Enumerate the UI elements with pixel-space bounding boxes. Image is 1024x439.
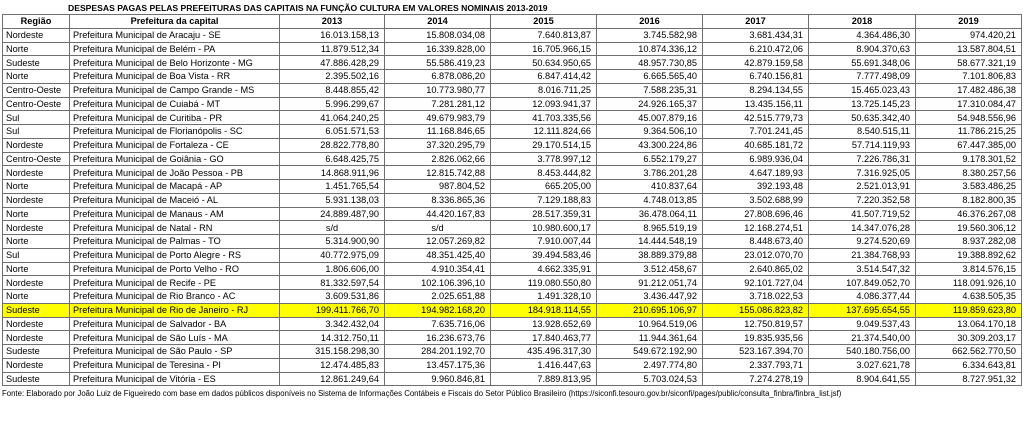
cell-value-2017: 6.989.936,04 xyxy=(703,152,809,166)
cell-value-2019: 11.786.215,25 xyxy=(916,125,1022,139)
table-row xyxy=(3,290,1022,304)
cell-value-2018: 4.086.377,44 xyxy=(809,290,916,304)
cell-value-2018: 107.849.052,70 xyxy=(809,276,916,290)
cell-value-2015: 7.910.007,44 xyxy=(491,235,597,249)
cell-value-2014: 987.804,52 xyxy=(385,180,491,194)
cell-value-2017: 3.718.022,53 xyxy=(703,290,809,304)
cell-value-2014: 6.878.086,20 xyxy=(385,70,491,84)
cell-value-2014: 49.679.983,79 xyxy=(385,111,491,125)
table-body xyxy=(3,28,1022,386)
cell-value-2016: 4.748.013,85 xyxy=(597,193,703,207)
cell-value-2018: 9.049.537,43 xyxy=(809,317,916,331)
cell-value-2014: 48.351.425,40 xyxy=(385,248,491,262)
cell-value-2013: 41.064.240,25 xyxy=(280,111,385,125)
table-row xyxy=(3,180,1022,194)
source-note: Fonte: Elaborado por João Luiz de Figueiredo com base em dados públicos disponíveis no Sistema de Informações Contábeis e Fiscais do Setor Público Brasileiro (https://siconfi.tesouro.gov.br/siconfi/pages/public/consulta_finbra/finbra_list.jsf) xyxy=(2,389,842,399)
cell-value-2018: 4.364.486,30 xyxy=(809,28,916,42)
cell-value-2014: 16.339.828,00 xyxy=(385,42,491,56)
header-2017: 2017 xyxy=(703,15,809,29)
cell-value-2013: 2.395.502,16 xyxy=(280,70,385,84)
cell-value-2013: 5.996.299,67 xyxy=(280,97,385,111)
cell-value-2016: 410.837,64 xyxy=(597,180,703,194)
cell-value-2016: 8.965.519,19 xyxy=(597,221,703,235)
table-title-row xyxy=(2,2,1021,14)
cell-regiao: Norte xyxy=(3,262,70,276)
cell-value-2015: 6.847.414,42 xyxy=(491,70,597,84)
cell-value-2015: 8.453.444,82 xyxy=(491,166,597,180)
table-row xyxy=(3,56,1022,70)
header-2016: 2016 xyxy=(597,15,703,29)
cell-value-2019: 6.334.643,81 xyxy=(916,358,1022,372)
table-row xyxy=(3,97,1022,111)
cell-value-2013: 12.474.485,83 xyxy=(280,358,385,372)
cell-value-2015: 1.416.447,63 xyxy=(491,358,597,372)
cell-value-2016: 3.786.201,28 xyxy=(597,166,703,180)
cell-value-2019: 3.583.486,25 xyxy=(916,180,1022,194)
cell-value-2014: 37.320.295,79 xyxy=(385,138,491,152)
cell-value-2015: 7.129.188,83 xyxy=(491,193,597,207)
cell-prefeitura: Prefeitura Municipal de João Pessoa - PB xyxy=(70,166,280,180)
cell-regiao: Nordeste xyxy=(3,358,70,372)
cell-value-2019: 974.420,21 xyxy=(916,28,1022,42)
cell-value-2013: 11.879.512,34 xyxy=(280,42,385,56)
cell-regiao: Nordeste xyxy=(3,28,70,42)
cell-value-2019: 8.182.800,35 xyxy=(916,193,1022,207)
cell-prefeitura: Prefeitura Municipal de Goiânia - GO xyxy=(70,152,280,166)
table-row xyxy=(3,221,1022,235)
table-row xyxy=(3,111,1022,125)
table-row xyxy=(3,166,1022,180)
cell-prefeitura: Prefeitura Municipal de Cuiabá - MT xyxy=(70,97,280,111)
table-row xyxy=(3,83,1022,97)
cell-value-2019: 58.677.321,19 xyxy=(916,56,1022,70)
cell-regiao: Norte xyxy=(3,180,70,194)
cell-value-2013: 199.411.766,70 xyxy=(280,303,385,317)
cell-value-2017: 12.168.274,51 xyxy=(703,221,809,235)
cell-value-2018: 8.904.641,55 xyxy=(809,372,916,386)
cell-value-2015: 39.494.583,46 xyxy=(491,248,597,262)
cell-value-2018: 55.691.348,06 xyxy=(809,56,916,70)
cell-value-2019: 67.447.385,00 xyxy=(916,138,1022,152)
cell-prefeitura: Prefeitura Municipal de Aracaju - SE xyxy=(70,28,280,42)
cell-value-2017: 155.086.823,82 xyxy=(703,303,809,317)
table-row xyxy=(3,235,1022,249)
cell-value-2016: 210.695.106,97 xyxy=(597,303,703,317)
cell-value-2013: 81.332.597,54 xyxy=(280,276,385,290)
cell-value-2016: 48.957.730,85 xyxy=(597,56,703,70)
data-table xyxy=(2,14,1022,386)
cell-value-2013: 1.806.606,00 xyxy=(280,262,385,276)
cell-value-2018: 21.374.540,00 xyxy=(809,331,916,345)
cell-value-2017: 3.502.688,99 xyxy=(703,193,809,207)
cell-value-2019: 13.064.170,18 xyxy=(916,317,1022,331)
header-2014: 2014 xyxy=(385,15,491,29)
cell-prefeitura: Prefeitura Municipal de São Luís - MA xyxy=(70,331,280,345)
cell-value-2017: 2.337.793,71 xyxy=(703,358,809,372)
cell-regiao: Sudeste xyxy=(3,56,70,70)
cell-regiao: Centro-Oeste xyxy=(3,83,70,97)
cell-value-2019: 7.101.806,83 xyxy=(916,70,1022,84)
cell-value-2019: 3.814.576,15 xyxy=(916,262,1022,276)
table-row xyxy=(3,262,1022,276)
table-row xyxy=(3,372,1022,386)
cell-value-2015: 435.496.317,30 xyxy=(491,345,597,359)
cell-value-2016: 45.007.879,16 xyxy=(597,111,703,125)
cell-value-2019: 119.859.623,80 xyxy=(916,303,1022,317)
cell-value-2018: 3.027.621,78 xyxy=(809,358,916,372)
cell-value-2018: 13.725.145,23 xyxy=(809,97,916,111)
table-row xyxy=(3,276,1022,290)
cell-value-2016: 38.889.379,88 xyxy=(597,248,703,262)
cell-value-2018: 7.777.498,09 xyxy=(809,70,916,84)
cell-prefeitura: Prefeitura Municipal de Rio de Janeiro - RJ xyxy=(70,303,280,317)
cell-value-2014: 15.808.034,08 xyxy=(385,28,491,42)
cell-value-2017: 23.012.070,70 xyxy=(703,248,809,262)
cell-value-2015: 28.517.359,31 xyxy=(491,207,597,221)
cell-value-2015: 41.703.335,56 xyxy=(491,111,597,125)
cell-value-2016: 549.672.192,90 xyxy=(597,345,703,359)
cell-value-2013: 5.931.138,03 xyxy=(280,193,385,207)
cell-value-2016: 6.665.565,40 xyxy=(597,70,703,84)
cell-value-2014: 16.236.673,76 xyxy=(385,331,491,345)
cell-value-2016: 10.964.519,06 xyxy=(597,317,703,331)
cell-value-2018: 2.521.013,91 xyxy=(809,180,916,194)
cell-value-2019: 13.587.804,51 xyxy=(916,42,1022,56)
cell-value-2015: 16.705.966,15 xyxy=(491,42,597,56)
cell-value-2016: 5.703.024,53 xyxy=(597,372,703,386)
cell-value-2016: 91.212.051,74 xyxy=(597,276,703,290)
cell-value-2013: 14.312.750,11 xyxy=(280,331,385,345)
cell-value-2016: 24.926.165,37 xyxy=(597,97,703,111)
cell-value-2017: 42.515.779,73 xyxy=(703,111,809,125)
header-2015: 2015 xyxy=(491,15,597,29)
cell-value-2013: 315.158.298,30 xyxy=(280,345,385,359)
table-row xyxy=(3,345,1022,359)
cell-value-2016: 36.478.064,11 xyxy=(597,207,703,221)
cell-value-2014: 9.960.846,81 xyxy=(385,372,491,386)
cell-value-2015: 1.491.328,10 xyxy=(491,290,597,304)
cell-value-2014: 2.826.062,66 xyxy=(385,152,491,166)
cell-regiao: Nordeste xyxy=(3,138,70,152)
cell-value-2013: 5.314.900,90 xyxy=(280,235,385,249)
cell-regiao: Sul xyxy=(3,111,70,125)
cell-value-2013: 16.013.158,13 xyxy=(280,28,385,42)
cell-regiao: Sul xyxy=(3,125,70,139)
cell-value-2016: 14.444.548,19 xyxy=(597,235,703,249)
cell-value-2015: 7.889.813,95 xyxy=(491,372,597,386)
table-row xyxy=(3,207,1022,221)
header-regiao: Região xyxy=(3,15,70,29)
cell-value-2018: 3.514.547,32 xyxy=(809,262,916,276)
cell-prefeitura: Prefeitura Municipal de Campo Grande - MS xyxy=(70,83,280,97)
cell-value-2016: 3.745.582,98 xyxy=(597,28,703,42)
cell-prefeitura: Prefeitura Municipal de Maceió - AL xyxy=(70,193,280,207)
cell-value-2015: 29.170.514,15 xyxy=(491,138,597,152)
table-row xyxy=(3,42,1022,56)
cell-prefeitura: Prefeitura Municipal de Porto Alegre - RS xyxy=(70,248,280,262)
table-row xyxy=(3,303,1022,317)
cell-value-2018: 7.316.925,05 xyxy=(809,166,916,180)
cell-value-2016: 9.364.506,10 xyxy=(597,125,703,139)
cell-prefeitura: Prefeitura Municipal de Recife - PE xyxy=(70,276,280,290)
cell-value-2017: 27.808.696,46 xyxy=(703,207,809,221)
cell-value-2017: 2.640.865,02 xyxy=(703,262,809,276)
cell-value-2017: 6.740.156,81 xyxy=(703,70,809,84)
cell-value-2019: 118.091.926,10 xyxy=(916,276,1022,290)
cell-value-2019: 662.562.770,50 xyxy=(916,345,1022,359)
table-row xyxy=(3,248,1022,262)
cell-value-2015: 119.080.550,80 xyxy=(491,276,597,290)
cell-regiao: Nordeste xyxy=(3,166,70,180)
cell-prefeitura: Prefeitura Municipal de Vitória - ES xyxy=(70,372,280,386)
header-prefeitura: Prefeitura da capital xyxy=(70,15,280,29)
cell-value-2017: 6.210.472,06 xyxy=(703,42,809,56)
cell-regiao: Nordeste xyxy=(3,193,70,207)
cell-value-2018: 8.904.370,63 xyxy=(809,42,916,56)
cell-value-2015: 13.928.652,69 xyxy=(491,317,597,331)
cell-prefeitura: Prefeitura Municipal de Boa Vista - RR xyxy=(70,70,280,84)
cell-value-2016: 3.436.447,92 xyxy=(597,290,703,304)
cell-regiao: Nordeste xyxy=(3,331,70,345)
cell-value-2013: 3.342.432,04 xyxy=(280,317,385,331)
cell-value-2018: 7.226.786,31 xyxy=(809,152,916,166)
header-2018: 2018 xyxy=(809,15,916,29)
cell-value-2017: 42.879.159,58 xyxy=(703,56,809,70)
cell-prefeitura: Prefeitura Municipal de Salvador - BA xyxy=(70,317,280,331)
cell-regiao: Sudeste xyxy=(3,345,70,359)
cell-value-2016: 3.512.458,67 xyxy=(597,262,703,276)
cell-value-2018: 540.180.756,00 xyxy=(809,345,916,359)
table-row xyxy=(3,152,1022,166)
cell-value-2014: 44.420.167,83 xyxy=(385,207,491,221)
cell-value-2014: 284.201.192,70 xyxy=(385,345,491,359)
cell-value-2017: 40.685.181,72 xyxy=(703,138,809,152)
cell-prefeitura: Prefeitura Municipal de Belém - PA xyxy=(70,42,280,56)
cell-value-2019: 19.388.892,62 xyxy=(916,248,1022,262)
cell-value-2013: 3.609.531,86 xyxy=(280,290,385,304)
cell-value-2018: 137.695.654,55 xyxy=(809,303,916,317)
cell-value-2016: 10.874.336,12 xyxy=(597,42,703,56)
cell-prefeitura: Prefeitura Municipal de Belo Horizonte - MG xyxy=(70,56,280,70)
cell-regiao: Norte xyxy=(3,235,70,249)
cell-value-2013: s/d xyxy=(280,221,385,235)
table-row xyxy=(3,317,1022,331)
cell-value-2017: 4.647.189,93 xyxy=(703,166,809,180)
cell-value-2015: 184.918.114,55 xyxy=(491,303,597,317)
cell-value-2019: 4.638.505,35 xyxy=(916,290,1022,304)
cell-value-2019: 17.482.486,38 xyxy=(916,83,1022,97)
cell-value-2017: 7.274.278,19 xyxy=(703,372,809,386)
cell-value-2015: 10.980.600,17 xyxy=(491,221,597,235)
cell-value-2014: 102.106.396,10 xyxy=(385,276,491,290)
cell-prefeitura: Prefeitura Municipal de Fortaleza - CE xyxy=(70,138,280,152)
cell-regiao: Norte xyxy=(3,207,70,221)
cell-prefeitura: Prefeitura Municipal de São Paulo - SP xyxy=(70,345,280,359)
cell-regiao: Norte xyxy=(3,42,70,56)
cell-value-2013: 14.868.911,96 xyxy=(280,166,385,180)
cell-value-2015: 50.634.950,65 xyxy=(491,56,597,70)
cell-regiao: Centro-Oeste xyxy=(3,152,70,166)
cell-value-2014: 12.057.269,82 xyxy=(385,235,491,249)
cell-value-2017: 92.101.727,04 xyxy=(703,276,809,290)
cell-regiao: Norte xyxy=(3,290,70,304)
cell-value-2016: 6.552.179,27 xyxy=(597,152,703,166)
cell-value-2016: 2.497.774,80 xyxy=(597,358,703,372)
cell-prefeitura: Prefeitura Municipal de Curitiba - PR xyxy=(70,111,280,125)
table-row xyxy=(3,125,1022,139)
table-row xyxy=(3,358,1022,372)
cell-value-2015: 12.111.824,66 xyxy=(491,125,597,139)
cell-value-2013: 40.772.975,09 xyxy=(280,248,385,262)
cell-value-2017: 7.701.241,45 xyxy=(703,125,809,139)
cell-value-2013: 28.822.778,80 xyxy=(280,138,385,152)
cell-regiao: Centro-Oeste xyxy=(3,97,70,111)
cell-value-2018: 21.384.768,93 xyxy=(809,248,916,262)
table-row xyxy=(3,193,1022,207)
cell-prefeitura: Prefeitura Municipal de Macapá - AP xyxy=(70,180,280,194)
cell-value-2019: 8.380.257,56 xyxy=(916,166,1022,180)
cell-value-2019: 17.310.084,47 xyxy=(916,97,1022,111)
cell-value-2016: 11.944.361,64 xyxy=(597,331,703,345)
cell-value-2018: 7.220.352,58 xyxy=(809,193,916,207)
cell-value-2017: 19.835.935,56 xyxy=(703,331,809,345)
cell-value-2013: 47.886.428,29 xyxy=(280,56,385,70)
cell-value-2014: 194.982.168,20 xyxy=(385,303,491,317)
cell-value-2015: 8.016.711,25 xyxy=(491,83,597,97)
cell-value-2013: 8.448.855,42 xyxy=(280,83,385,97)
cell-prefeitura: Prefeitura Municipal de Teresina - PI xyxy=(70,358,280,372)
cell-value-2019: 54.948.556,96 xyxy=(916,111,1022,125)
cell-prefeitura: Prefeitura Municipal de Porto Velho - RO xyxy=(70,262,280,276)
cell-value-2019: 8.727.951,32 xyxy=(916,372,1022,386)
cell-value-2014: 55.586.419,23 xyxy=(385,56,491,70)
cell-regiao: Sul xyxy=(3,248,70,262)
cell-value-2014: 12.815.742,88 xyxy=(385,166,491,180)
cell-value-2014: 13.457.175,36 xyxy=(385,358,491,372)
cell-regiao: Norte xyxy=(3,70,70,84)
cell-value-2017: 13.435.156,11 xyxy=(703,97,809,111)
cell-prefeitura: Prefeitura Municipal de Manaus - AM xyxy=(70,207,280,221)
cell-value-2019: 30.309.203,17 xyxy=(916,331,1022,345)
cell-value-2016: 43.300.224,86 xyxy=(597,138,703,152)
cell-value-2013: 1.451.765,54 xyxy=(280,180,385,194)
cell-prefeitura: Prefeitura Municipal de Rio Branco - AC xyxy=(70,290,280,304)
cell-regiao: Nordeste xyxy=(3,276,70,290)
cell-value-2014: 4.910.354,41 xyxy=(385,262,491,276)
header-2019: 2019 xyxy=(916,15,1022,29)
cell-value-2015: 7.640.813,87 xyxy=(491,28,597,42)
cell-value-2015: 665.205,00 xyxy=(491,180,597,194)
header-2013: 2013 xyxy=(280,15,385,29)
cell-value-2013: 6.648.425,75 xyxy=(280,152,385,166)
cell-prefeitura: Prefeitura Municipal de Palmas - TO xyxy=(70,235,280,249)
cell-value-2014: 2.025.651,88 xyxy=(385,290,491,304)
cell-value-2018: 14.347.076,28 xyxy=(809,221,916,235)
cell-value-2015: 3.778.997,12 xyxy=(491,152,597,166)
cell-value-2017: 12.750.819,57 xyxy=(703,317,809,331)
cell-value-2019: 8.937.282,08 xyxy=(916,235,1022,249)
header-row xyxy=(3,15,1022,29)
cell-value-2015: 17.840.463,77 xyxy=(491,331,597,345)
cell-value-2015: 12.093.941,37 xyxy=(491,97,597,111)
cell-regiao: Sudeste xyxy=(3,372,70,386)
cell-value-2018: 9.274.520,69 xyxy=(809,235,916,249)
cell-value-2017: 523.167.394,70 xyxy=(703,345,809,359)
cell-value-2018: 8.540.515,11 xyxy=(809,125,916,139)
cell-value-2013: 24.889.487,90 xyxy=(280,207,385,221)
cell-prefeitura: Prefeitura Municipal de Florianópolis - SC xyxy=(70,125,280,139)
cell-value-2019: 19.560.306,12 xyxy=(916,221,1022,235)
cell-value-2014: 10.773.980,77 xyxy=(385,83,491,97)
cell-value-2016: 7.588.235,31 xyxy=(597,83,703,97)
cell-prefeitura: Prefeitura Municipal de Natal - RN xyxy=(70,221,280,235)
cell-value-2017: 8.294.134,55 xyxy=(703,83,809,97)
cell-value-2017: 392.193,48 xyxy=(703,180,809,194)
table-row xyxy=(3,331,1022,345)
cell-value-2013: 6.051.571,53 xyxy=(280,125,385,139)
cell-regiao: Nordeste xyxy=(3,317,70,331)
cell-value-2019: 9.178.301,52 xyxy=(916,152,1022,166)
cell-value-2014: 7.635.716,06 xyxy=(385,317,491,331)
cell-value-2014: 7.281.281,12 xyxy=(385,97,491,111)
cell-value-2013: 12.861.249,64 xyxy=(280,372,385,386)
spreadsheet xyxy=(2,2,1021,398)
cell-regiao: Nordeste xyxy=(3,221,70,235)
table-row xyxy=(3,28,1022,42)
table-title: DESPESAS PAGAS PELAS PREFEITURAS DAS CAPITAIS NA FUNÇÃO CULTURA EM VALORES NOMINAIS 2013-2019 xyxy=(68,3,548,13)
cell-value-2018: 15.465.023,43 xyxy=(809,83,916,97)
cell-regiao: Sudeste xyxy=(3,303,70,317)
cell-value-2019: 46.376.267,08 xyxy=(916,207,1022,221)
cell-value-2018: 50.635.342,40 xyxy=(809,111,916,125)
cell-value-2014: s/d xyxy=(385,221,491,235)
cell-value-2018: 41.507.719,52 xyxy=(809,207,916,221)
cell-value-2018: 57.714.119,93 xyxy=(809,138,916,152)
cell-value-2017: 3.681.434,31 xyxy=(703,28,809,42)
cell-value-2014: 11.168.846,65 xyxy=(385,125,491,139)
cell-value-2014: 8.336.865,36 xyxy=(385,193,491,207)
table-row xyxy=(3,138,1022,152)
table-row xyxy=(3,70,1022,84)
cell-value-2017: 8.448.673,40 xyxy=(703,235,809,249)
cell-value-2015: 4.662.335,91 xyxy=(491,262,597,276)
